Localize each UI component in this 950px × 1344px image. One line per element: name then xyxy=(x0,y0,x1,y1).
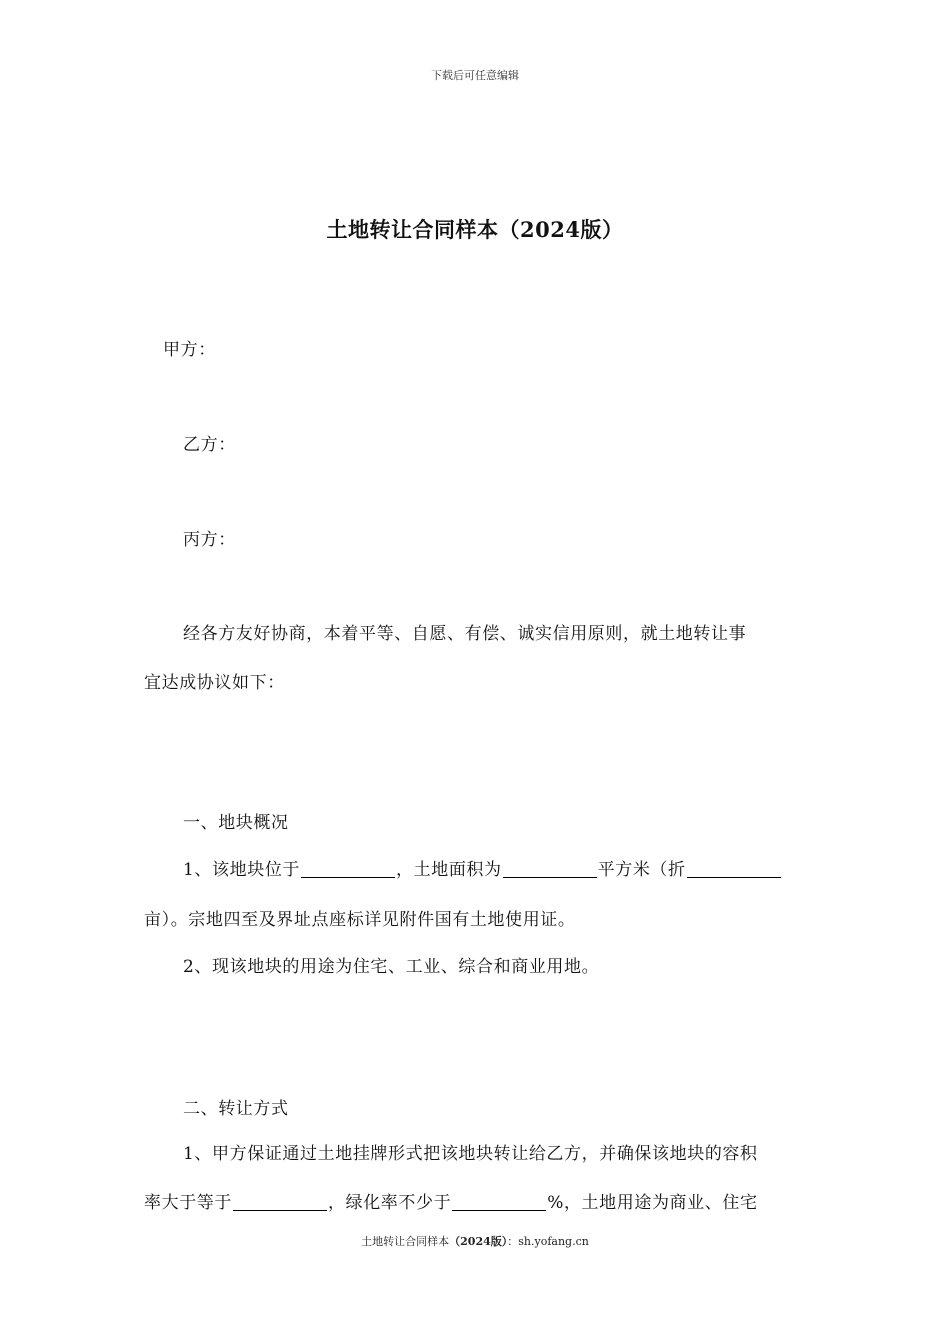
party-a-label: 甲方： xyxy=(163,340,216,360)
section-1-heading: 一、地块概况 xyxy=(183,813,289,833)
text-segment: ，绿化率不少于 xyxy=(328,1193,452,1213)
intro-line-2: 宜达成协议如下： xyxy=(144,673,285,693)
text-segment: ，土地面积为 xyxy=(396,860,502,880)
text-segment: 平方米（折 xyxy=(597,860,686,880)
fill-blank-plot-ratio[interactable] xyxy=(233,1193,327,1211)
fill-blank-green-ratio[interactable] xyxy=(452,1193,546,1211)
fill-blank-mu[interactable] xyxy=(687,860,781,878)
section-1-item-2: 2、现该地块的用途为住宅、工业、综合和商业用地。 xyxy=(183,957,600,977)
document-title: 土地转让合同样本（2024版） xyxy=(326,217,624,242)
text-segment: %，土地用途为商业、住宅 xyxy=(547,1193,758,1213)
section-1-item-1-line-1 xyxy=(183,855,782,880)
section-2-heading: 二、转让方式 xyxy=(183,1099,289,1119)
page-footer xyxy=(0,1233,950,1249)
intro-line-1: 经各方友好协商，本着平等、自愿、有偿、诚实信用原则，就土地转让事 xyxy=(183,624,747,644)
section-1-item-1-line-2: 亩）。宗地四至及界址点座标详见附件国有土地使用证。 xyxy=(144,910,576,930)
fill-blank-area[interactable] xyxy=(503,860,597,878)
text-segment: 率大于等于 xyxy=(144,1193,232,1213)
section-2-item-1-line-1: 1、甲方保证通过土地挂牌形式把该地块转让给乙方，并确保该地块的容积 xyxy=(183,1144,758,1164)
text-segment: 1、该地块位于 xyxy=(183,860,301,880)
party-c-label: 丙方： xyxy=(183,530,236,550)
fill-blank-location[interactable] xyxy=(301,860,395,878)
section-2-item-1-line-2 xyxy=(144,1188,758,1213)
footer-version: （2024版） xyxy=(449,1235,508,1248)
party-b-label: 乙方： xyxy=(183,435,236,455)
footer-title: 土地转让合同样本 xyxy=(361,1235,450,1248)
page-header: 下载后可任意编辑 xyxy=(431,69,519,82)
footer-suffix: ：sh.yofang.cn xyxy=(507,1235,589,1248)
